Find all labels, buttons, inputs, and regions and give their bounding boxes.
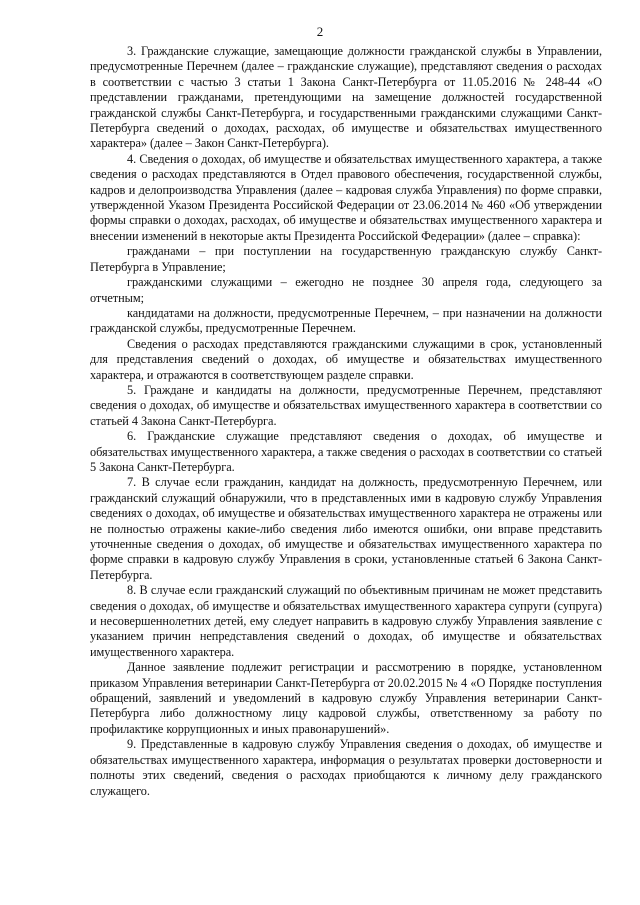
paragraph-7: 7. В случае если гражданин, кандидат на должность, предусмотренную Перечнем, или гражданский служащий обнаружили, что в представленных ими в кадровую службу Управления сведениях о доходах, об имуществе и обязательствах имущественного характера не отражены или не полностью отражены какие-либо сведения либо имеются ошибки, они вправе представить уточненные сведения о доходах, об имуществе и обязательствах имущественного характера по форме справки в кадровую службу Управления в сроки, установленные статьей 6 Закона Санкт-Петербурга. <box>90 475 602 582</box>
paragraph-8: 8. В случае если гражданский служащий по объективным причинам не может представить сведения о доходах, об имуществе и обязательствах имущественного характера супруги (супруга) и несовершеннолетних детей, ему следует направить в кадровую службу Управления заявление с указанием причин непредставления сведений о доходах, об имуществе и обязательствах имущественного характера. <box>90 583 602 659</box>
paragraph-4: 4. Сведения о доходах, об имуществе и обязательствах имущественного характера, а также сведения о расходах представляются в Отдел правового обеспечения, государственной службы, кадров и делопроизводства Управления (далее – кадровая служба Управления) по форме справки, утвержденной Указом Президента Российской Федерации от 23.06.2014 № 460 «Об утверждении формы справки о доходах, расходах, об имуществе и обязательствах имущественного характера и внесении изменений в некоторые акты Президента Российской Федерации» (далее – справка): <box>90 151 602 243</box>
paragraph-4-civil-servants: гражданскими служащими – ежегодно не позднее 30 апреля года, следующего за отчетным; <box>90 275 602 305</box>
paragraph-5: 5. Граждане и кандидаты на должности, предусмотренные Перечнем, представляют сведения о доходах, об имуществе и обязательствах имущественного характера в соответствии со статьей 4 Закона Санкт-Петербурга. <box>90 382 602 428</box>
paragraph-6: 6. Гражданские служащие представляют сведения о доходах, об имуществе и обязательствах имущественного характера, а также сведения о расходах в соответствии со статьей 5 Закона Санкт-Петербурга. <box>90 429 602 474</box>
paragraph-4-citizens: гражданами – при поступлении на государственную гражданскую службу Санкт-Петербурга в Управление; <box>90 244 602 274</box>
paragraph-4-candidates: кандидатами на должности, предусмотренные Перечнем, – при назначении на должности гражданской службы, предусмотренные Перечнем. <box>90 305 602 336</box>
document-body <box>90 44 602 799</box>
paragraph-4-expenses: Сведения о расходах представляются гражданскими служащими в срок, установленный для представления сведений о доходах, об имуществе и обязательствах имущественного характера, и отражаются в соответствующем разделе справки. <box>90 336 602 382</box>
paragraph-3: 3. Гражданские служащие, замещающие должности гражданской службы в Управлении, предусмотренные Перечнем (далее – гражданские служащие), представляют сведения о расходах в соответствии с частью 3 статьи 1 Закона Санкт-Петербурга от 11.05.2016 № 248-44 «О представлении гражданами, претендующими на замещение должностей государственной гражданской службы Санкт-Петербурга, и государственными гражданскими служащими Санкт-Петербурга сведений о доходах, расходах, об имуществе и обязательствах имущественного характера» (далее – Закон Санкт-Петербурга). <box>90 44 602 151</box>
paragraph-8-statement: Данное заявление подлежит регистрации и рассмотрению в порядке, установленном приказом Управления ветеринарии Санкт-Петербурга от 20.02.2015 № 4 «О Порядке поступления обращений, заявлений и уведомлений в кадровую службу Управления ветеринарии Санкт-Петербурга либо должностному лицу кадровой службы, ответственному за работу по профилактике коррупционных и иных правонарушений». <box>90 660 602 736</box>
paragraph-9: 9. Представленные в кадровую службу Управления сведения о доходах, об имуществе и обязательствах имущественного характера, информация о результатах проверки достоверности и полноты этих сведений, сведения о расходах приобщаются к личному делу гражданского служащего. <box>90 737 602 798</box>
page-number: 2 <box>316 24 324 39</box>
